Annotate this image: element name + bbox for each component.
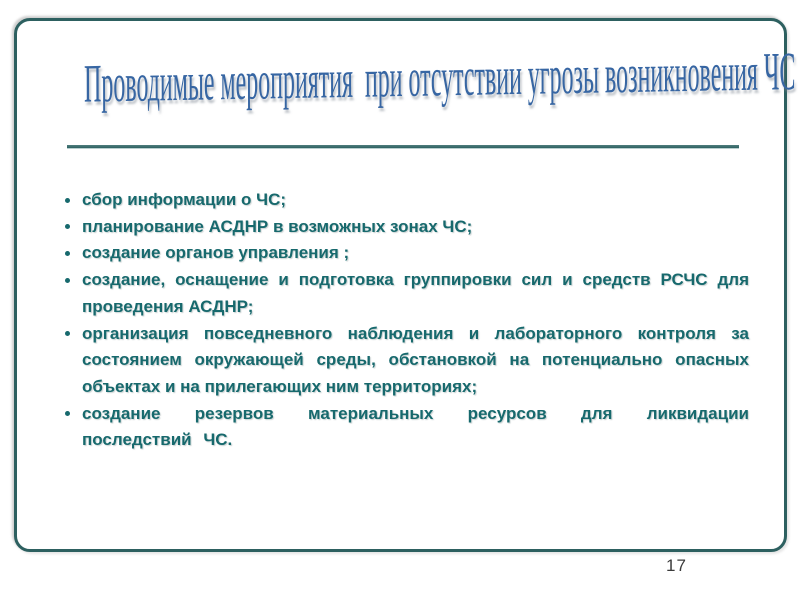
bullet-item [63, 401, 749, 454]
bullet-text: создание органов управления ; [82, 243, 350, 263]
slide-title: Проводимые мероприятия при отсутствии угрозы возникновения ЧС [83, 42, 796, 115]
bullet-item [63, 321, 749, 401]
bullet-dot-icon [65, 278, 70, 283]
bullet-text: создание, оснащение и подготовка группировки сил и средств РСЧС для проведения АСДНР; [82, 270, 749, 316]
bullet-dot-icon [65, 224, 70, 229]
bullet-item [63, 240, 749, 267]
bullet-dot-icon [65, 198, 70, 203]
bullet-dot-icon [65, 331, 70, 336]
title-underline-rule [67, 145, 739, 149]
bullet-text: создание резервов материальных ресурсов для ликвидации последствий ЧС. [82, 403, 749, 450]
bullet-dot-icon [65, 411, 70, 416]
bullet-dot-icon [65, 251, 70, 256]
bullet-text: организация повседневного наблюдения и лабораторного контроля за состоянием окружающей среды, обстановкой на потенциально опасных объектах и на прилегающих ним территориях; [82, 323, 749, 396]
bullet-list [63, 187, 749, 454]
bullet-text: сбор информации о ЧС; [82, 190, 287, 209]
bullet-item [63, 187, 749, 214]
bullet-item [63, 267, 749, 320]
bullet-item [63, 214, 749, 241]
page-number: 17 [666, 556, 687, 575]
bullet-text: планирование АСДНР в возможных зонах ЧС; [82, 216, 473, 236]
